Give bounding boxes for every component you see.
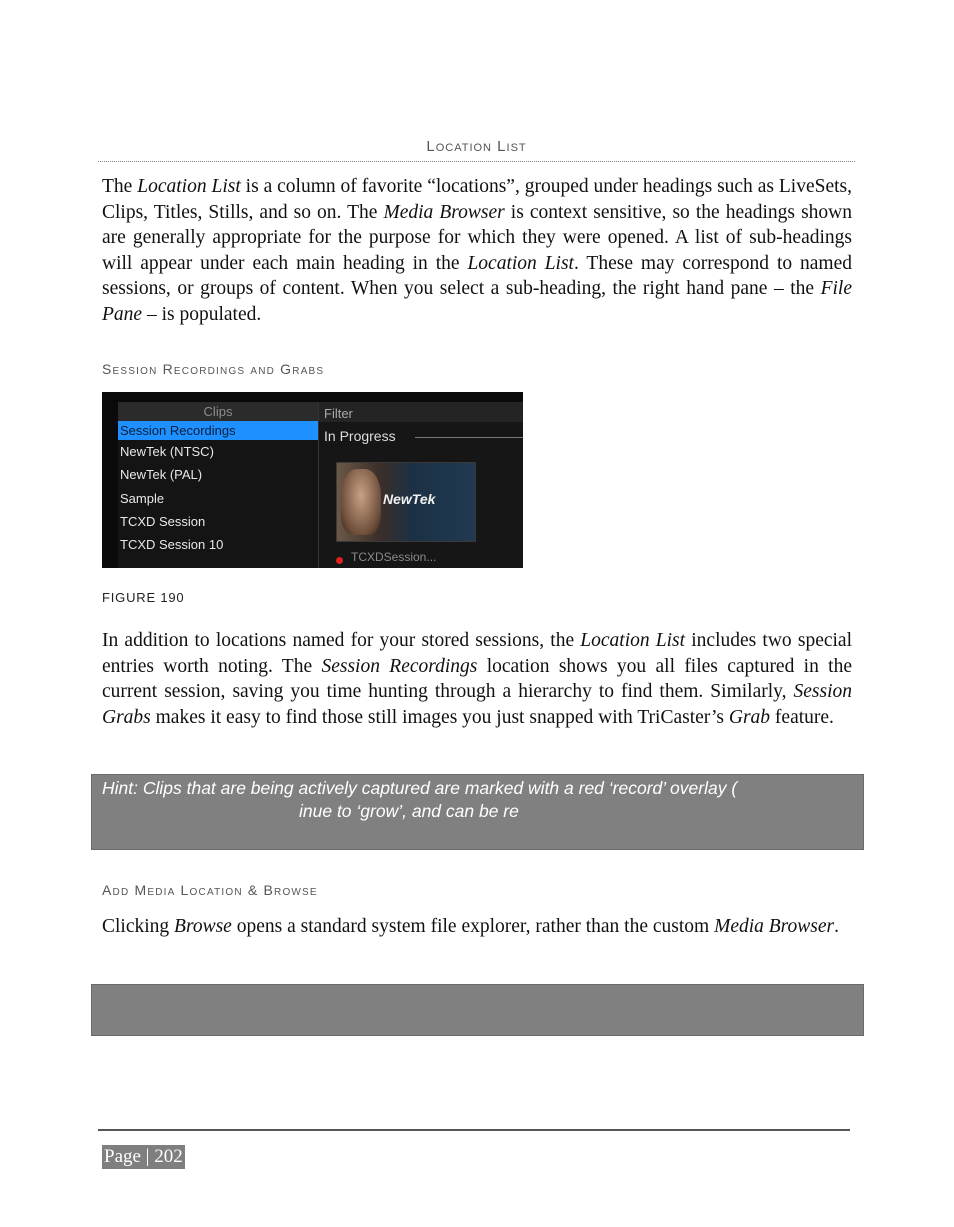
figure-caption: FIGURE 190 <box>102 590 185 605</box>
file-pane <box>318 402 523 568</box>
clip-name: TCXDSession... <box>351 550 437 564</box>
heading-divider <box>98 161 855 162</box>
filter-label[interactable]: Filter <box>319 402 523 422</box>
clip-thumbnail[interactable] <box>336 462 476 542</box>
paragraph-special-entries: In addition to locations named for your stored sessions, the Location List includes two special entries worth noting. The Session Recordings location shows you all files captured in the current session, saving you time hunting through a hierarchy to find them. Similarly, Session Grabs makes it easy to find those still images you just snapped with TriCaster’s Grab feature. <box>102 630 852 728</box>
record-indicator-icon <box>336 557 343 564</box>
in-progress-label: In Progress <box>324 428 396 444</box>
list-item[interactable]: TCXD Session 10 <box>120 537 224 553</box>
group-divider <box>415 437 523 438</box>
footer-divider <box>98 1129 850 1131</box>
subheading-add-media-location: Add Media Location & Browse <box>102 882 318 898</box>
section-title: Location List <box>426 138 527 155</box>
subheading-session-recordings: Session Recordings and Grabs <box>102 361 325 377</box>
hint-text-line1: Hint: Clips that are being actively captured are marked with a red ‘record’ overlay ( <box>102 778 738 798</box>
page-number: Page | 202 <box>104 1146 183 1167</box>
list-item[interactable]: NewTek (PAL) <box>120 467 203 483</box>
paragraph-browse: Clicking Browse opens a standard system file explorer, rather than the custom Media Browser. <box>102 916 840 937</box>
location-list-panel <box>118 402 318 568</box>
list-item[interactable]: Session Recordings <box>118 421 318 440</box>
thumbnail-image <box>341 469 381 535</box>
list-item[interactable]: TCXD Session <box>120 513 206 529</box>
list-header: Clips <box>118 402 318 421</box>
newtek-logo: NewTek <box>383 491 436 507</box>
list-item[interactable]: NewTek (NTSC) <box>120 444 214 459</box>
figure-screenshot <box>102 392 523 568</box>
in-progress-group <box>319 428 523 444</box>
hint-text-line2: inue to ‘grow’, and can be re <box>299 801 519 821</box>
list-item[interactable]: Sample <box>120 490 165 506</box>
note-box <box>91 984 864 1036</box>
paragraph-location-list: The Location List is a column of favorite “locations”, grouped under headings such as LiveSets, Clips, Titles, Stills, and so on. The Media Browser is context sensitive, so the headings shown are generally appropriate for the purpose for which they were opened. A list of sub-headings will appear under each main heading in the Location List. These may correspond to named sessions, or groups of content. When you select a sub-heading, the right hand pane – the File Pane – is populated. <box>102 176 853 325</box>
